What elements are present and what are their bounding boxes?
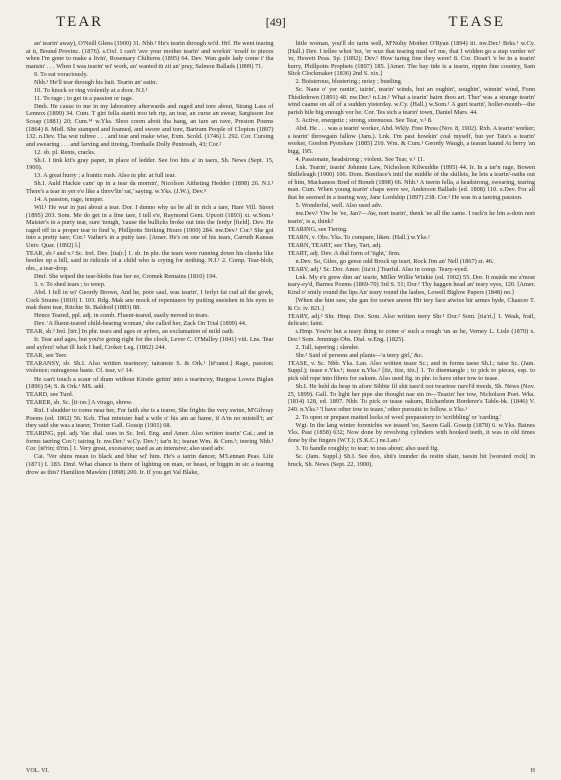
entry-paragraph: TEART, adj. Dev. A dial form of 'tight,' firm. xyxy=(287,249,401,257)
entry-paragraph: little woman, you'll do tarin well, M'Nulty Mother O'Ryan (1894) iii. nw.Der.¹ Brks.¹ w.Cy. (Hall.) Dev. I tellee whot 'tez, 'er wuz that tearing mad wi' me, that I widden go a stap varder wi' 'er, Hewett Peas. Sp. (1892); Dev.¹ How taring fine they were! 8. Cor. Doan't 'e be in a tearin' hurry, Phillpotts Prophets (1897) 185. [Amer. The bay tide is a tearin, rippin fine country, Sam Slick Clockmaker (1836) 2nd S. xix.] xyxy=(287,40,535,78)
entry-paragraph: TEARN, v. Obs. Yks. To compare, liken. (Hall.) w.Yks.¹ xyxy=(287,233,430,241)
entry-paragraph: He can't touch a scaur of dram without Kirstie gettin' into a tearincey, Burgess Lowra Biglan (1896) 54; S. & Ork.¹ MS. add. xyxy=(26,375,274,391)
entry-paragraph: 4. Passionate, headstrong ; violent. See Tear, v.¹ 11. xyxy=(295,155,425,163)
entry-paragraph: 2. Tall, tapering ; slender. xyxy=(295,343,360,351)
printer-signature: H xyxy=(530,768,535,774)
entry-paragraph: Sc. Nane o' yer rantin', tairin', tearin' winds, but an oughin', soughin', winnin' wind, Fonn Thistledown (1891) 48. nw.Der.¹ n.Lin.¹ What a tearin' bairn thoo art. Ther' was a strange tearin' wind caame on all of a sudden yisterday. w.Cy. (Hall.) w.Som.¹ A gurt tearin', holler-mouth—the parish hile big enough vor he. Cor. Tes sich a tearin' town, Daniel Mars. 44. xyxy=(287,86,535,116)
entry-paragraph: Cai. 'Ver shins mean to black and blue wi' him. He's a tairin dancer, M'Lennan Peas. Life (1871) I. 183. Dmf. What chance is there of lighting on man, or beast, or biggin in sic a tearing drow as this? Hamilton Mawkin (1898) 200. Ir. If you get Val Blake, xyxy=(26,453,274,476)
entry-paragraph: Lnk. My e'e grew dim an' tearie, Miller Willie Winkie (ed. 1902) 55. Dor. It meāde me a'most teary-ey'd, Barnes Poems (1869-70) 3rd S. 51; Dor.¹ Thy haggen head an' teary eyes, 120. [Amer. Kind o' smily round the lips An' teary round the lashes, Lowell Biglow Papers (1848) no.] xyxy=(287,273,535,296)
entry-paragraph: 12. sb. pl. Rents, cracks. xyxy=(34,148,96,156)
entry-paragraph: TEAR, sb.² and v.² Sc. Irel. Dev. [tia(r.] 1. sb. In phr. the tears were running down his cheeks like beetles up a hill, said in ridicule of a child who is crying for nothing. N.I.¹ 2. Comp. Tear-blob, obs., a tear-drop. xyxy=(26,249,274,272)
entry-paragraph: TEARER, sb. Sc. [tī·rər.] A virago, shrew. xyxy=(26,399,133,407)
entry-paragraph: Abd. He . . . was a tearin' worker, Abd. Wkly. Free Press (Nov. 8, 1902). Rxb. A tearin' worker; a tearin' throwgain fallow (Jam.). Lnk. I'm past howkin' coal myself, but yer Tate's a tearin' worker, Gordon Pyotshaw (1885) 210. Wm. & Cum.¹ Geordy Waugh, a tearan haund At berry 'an bigg, 195. xyxy=(287,125,535,155)
entry-paragraph: Hence Teared, ppl. adj. in comb. Fluent-teared, easily moved to tears. xyxy=(34,312,209,320)
entry-paragraph: Sh.I. I tink kit's gray paper, in place of ledder. See foo hits a' in taers, Sh. News (Sept. 15, 1900). xyxy=(26,156,274,172)
entry-paragraph: s.Hmp. You're but a teary thing to come o' such a rough 'un as he, Verney L. Lisle (1870) x. Dor.¹ Som. Jennings Obs. Dial. w.Eng. (1825). xyxy=(287,328,535,343)
entry-paragraph: 2. To open or prepare matted locks of wool preparatory to 'scribbling' or 'carding.' xyxy=(295,413,502,421)
volume-signature: VOL. VI. xyxy=(26,768,50,774)
entry-paragraph: TEARING, ppl. adj. Var. dial. uses in Sc. Irel. Eng. and Amer. Also written tearin' Cai.; and in forms taering Cor.²; tairing Ir. nw.Der.¹ w.Cy. Dev.¹; tar'n Ir.; tearan Wm. & Cum.¹; teering Nhb.¹ Cor. [tē'rin; tī'rin.] 1. Very great, excessive; used as an intensive; also used adv. xyxy=(26,430,274,453)
entry-paragraph: Abd. I fell in wi' Geordy Brown, And he, poor saul, was tearin', I ferlyt fat cud ail the gowk, Cock Strains (1810) I. 103. Rdg. Mak ane mock of repentance by putting sneishen in his eyes to mak them tear, Ritchie St. Baldred (1883) 88. xyxy=(26,289,274,312)
entry-paragraph: n.Dev. So, Giles, go geese odd Brock up teart, Rock Jim an' Nell (1867) st. 46. xyxy=(295,257,494,265)
entry-paragraph: 10. To knock or ring violently at a door. N.I.¹ xyxy=(34,86,148,94)
running-header xyxy=(26,14,535,36)
entry-paragraph: nw.Dev.¹ 'Ow be 'ee, Jan?—Aw, nort tearin', thenk 'ee all the zame. I rack'n he bin a-doin nort tearin', is a, think? xyxy=(287,210,535,225)
entry-paragraph: Nhb.¹ He'll tear through his bait. Tearin an' eatin. xyxy=(34,78,158,86)
entry-paragraph: Dmf. She wiped the tear-blobs frae her ee, Cromek Remains (1810) 194. xyxy=(34,272,218,280)
entry-paragraph: 11. To rage ; to get in a passion or rage. xyxy=(34,94,134,102)
entry-paragraph: Dmb. He cause to me in my laboratory afterwards and raged and tore about, Strang Lass of Lennox (1899) 34. Cum. T girt fella startit noo teh rip, an tear, an curse an swear, Sargisson Joe Scoap (1881) 20; Cum.¹⁴ w.Yks. Shoo coom aboit tha hang, an tare an rave, Preston Poems (1864) 8. Midl. She stamped and foamed, and swore and tore, Bartram People of Clopton (1897) 132. n.Dev. Tha wut tultree . . . and tear and make wise, Exm. Scold. (1746) l. 292. Cor. Cursing and swearing . . . and larving and tireing, Trenhaile Dolly Pentreath, 43; Cor.² xyxy=(26,102,274,148)
entry-paragraph: Wil.¹ He wur in just about a tear. Dor. I dunno why us be all in rich a tare, Hare Vill. Street (1895) 203. Som. Me do get in a fine tare, I tell e'e, Raymond Gent. Upcott (1893) xi. w.Som.¹ Maister's in a purty tear, sure 'nough, 'cause the bullicks broke out into the ferdyr [field]. Dev. He raged off in a proper tear to find 'e, Phillpotts Striking Hours (1900) 284. nw.Dev.¹ Cor.³ She got into a pretty tare; Cor.² Vather's in a putty tare. [Amer. He's on one of his tears, Carruth Kansas Univ. Quar. (1892) l.] xyxy=(26,203,274,249)
entry-paragraph: 3. v. To shed tears ; to weep. xyxy=(34,280,106,288)
right-column xyxy=(288,40,536,770)
left-column xyxy=(26,40,274,770)
page-footer xyxy=(26,768,535,774)
entry-paragraph: TEARD, see Turd. xyxy=(26,391,74,399)
entry-paragraph: TEARANSY, sb. Sh.I. Also written tearincey; tairansie S. & Ork.¹ [tē'ransi.] Rage, passion; violence; outrageous haste. Cf. tear, v.¹ 14. xyxy=(26,359,274,375)
entry-paragraph: TEAR, sb.³ Irel. [tēr.] In phr. tears and ages or ayfers, an exclamation of mild oath. xyxy=(26,328,235,336)
entry-paragraph: an' tearin' away), O'Neill Glens (1900) 31. Nhb.¹ He's tearin through wi'd. Hrf. He went tearing at it, Bound Provinc. (1876). s.Oxf. I can't 'ave your mother tearin' and workin' 'erself to pieces when I'm gone to make a livin', Rosemary Chilterns (1895) 64. Dev. Wan gude lady come t' tha mansin' . . . When I was tearin' wi' work, an' wanted tū zit an' pray, Salmon Ballads (1899) 71. xyxy=(26,40,274,70)
entry-paragraph: Ir. Tear and ages, but you're going right for the clock, Lever C. O'Malley (1841) viii. Lns. Tear and ayfers! what ill luck I had, Croker Leg. (1862) 244. xyxy=(26,336,274,351)
entry-paragraph: TEAR, see Teer. xyxy=(26,351,68,359)
entry-paragraph: 5. Wonderful, well. Also used adv. xyxy=(295,201,383,209)
entry-paragraph: 3. Active, energetic ; strong, strenuous. See Tear, v.¹ 8. xyxy=(295,116,433,124)
entry-paragraph: TEARY, adj.² Shr. Hmp. Dor. Som. Also written teery Shr.¹ Dor.¹ Som. [tia'ri.] 1. Weak, frail, delicate; faint. xyxy=(287,312,535,328)
entry-paragraph: Rnf. I shudder to come near her, For faith she is a tearer, She frights the very swine, M'Gilvray Poems (ed. 1862) 56. Kcb. That minister had a wife o' his ain ae hame, if A'm no mistell't; an' they said she was a tearer, Trotter Gall. Gossip (1901) 68. xyxy=(26,407,274,430)
entry-paragraph: Lnk. Tearin', tearin' Johnnie Law, Nicholson Kilwuddie (1895) 44. Ir. In a tar'n rage, Bowen Shilleleagh (1900) 106. Dom. Boniface's intil the middle of the skillets, he lets a tearin'-oaths out of him, Mackaness Bred of Boneh (1898) 66. Nhb.¹ A teerin fella, a headstrong, swearing, tearing man. Cum. When young tearin' chaps were we, Anderson Ballads (ed. 1808) 110. e.Dev. For all that he seemed in a tearing way, Jane Lordship (1897) 238. Cor.² He was in a taering passion. xyxy=(287,163,535,201)
entry-paragraph: Shr.¹ Said of persons and plants—'a teery girl,' &c. xyxy=(295,351,424,359)
entry-paragraph: 3. To handle roughly; to tear; to toss about; also used fig. xyxy=(295,444,439,452)
header-left-word: TEAR xyxy=(56,14,104,30)
entry-paragraph: TEARY, adj.¹ Sc. Dor. Amer. [tia'ri.] Tearful. Also in comp. Teary-eyed. xyxy=(287,265,469,273)
entry-paragraph: 14. A passion, rage, temper. xyxy=(34,195,104,203)
entry-paragraph: 9. To eat voraciously. xyxy=(34,70,88,78)
entry-paragraph: TEARN, TEART, see They, Tart, adj. xyxy=(287,241,382,249)
entry-paragraph: TEARING, see Tiering. xyxy=(287,225,348,233)
entry-paragraph: [When she him saw, she gan for sorwe anoon Hir tery face atwixe hir armes hyde, Chaucer T. & Cr. iv. 821.] xyxy=(287,297,535,312)
page-number: [49] xyxy=(265,15,286,29)
entry-paragraph: Sh.I. He held da hesp in afore Sibbie fil shū taes'd oot twartree raevl'd treeds, Sh. News (Nov. 25, 1899). Gall. To light her pipe she thought nae sin in—Teazin' her tow, Nicholson Poet. Wks. (1814) 128, ed. 1897. Nhb. To pick or tease oakum, Richardson Borderer's Table-bk. (1846) V. 240. n.Yks.² 'I have other tow to teaze,' other pursuits to follow. e.Yks.¹ xyxy=(287,383,535,413)
entry-paragraph: Dev. 'A fluent-teared child-bearing woman,' she called her, Zack On Trial (1899) 44. xyxy=(34,320,247,328)
entry-paragraph: Wgt. In the lang winter forenichts we teased 'oo, Saxon Gall. Gossip (1878) 6. w.Yks. Baines Yks. Past (1858) 632; Now done by revolving cylinders with hooked teeth, it was in old times done by the fingers (W.T.); (S.K.C.) ne.Lan.¹ xyxy=(287,421,535,444)
entry-paragraph: 13. A great hurry ; a frantic rush. Also in phr. at full tear. xyxy=(34,172,176,180)
header-right-word: TEASE xyxy=(448,14,505,30)
entry-paragraph: Sc. (Jam. Suppl.) Sh.I. See doo, shū's inunder da restin shair, taesin hit [worsted rock] in bruck, Sh. News (Sept. 22, 1900). xyxy=(287,452,535,468)
entry-paragraph: 2. Boisterous, blustering ; noisy ; bustling. xyxy=(295,78,403,86)
entry-paragraph: Sh.I. Auld Hackie cam' up in a tear da mornin', Nicolson Aithsting Hedder (1898) 26. N.I.¹ There's a tear in yer e'e like a threv'lin' rat,' saying. w.Yks. (J.W.), Dev.³ xyxy=(26,180,274,195)
entry-paragraph: TEASE, v. Sc. Nhb. Yks. Lan. Also written teaze Sc.; and in forms taese Sh.I.; taise Sc. (Jam. Suppl.); tease e.Yks.¹; teaze n.Yks.² [tīz, tīəz, tēz.] 1. To disentangle ; to pick to pieces, esp. to pick old rope into fibres for oakum. Also used fig. in phr. to have other tow to tease. xyxy=(287,359,535,383)
